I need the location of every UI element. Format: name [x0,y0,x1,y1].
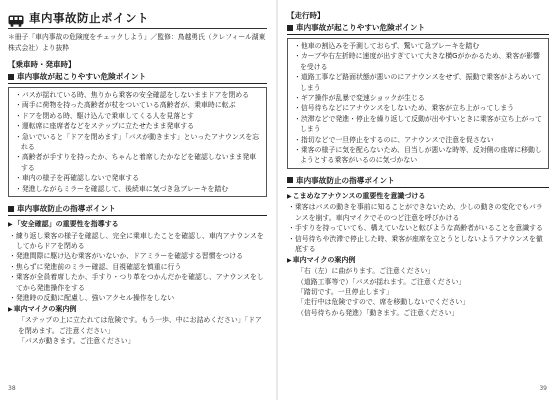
guidance-points-heading [8,203,267,216]
page-gutter [276,0,278,400]
list-item: ・ 乗客が全員着席したか、手すり・つり革をつかんだかを確認し、アナウンスをしてから発進操作をする [8,272,267,293]
announcement-example: 「ステップの上に立たれては危険です。もう一歩、中にお詰めください」「ドアを閉めます。ご注意ください」 [18,316,262,335]
square-bullet-icon [287,25,293,31]
list-item: ・ 運転席に座席者などをステップに立たせたまま発車する [13,121,262,131]
square-bullet-icon [8,74,14,80]
page-number: 38 [8,385,16,392]
list-item: ・ バスが揺れている時、焦りから乗客の安全確認をしないままドアを閉める [13,90,262,100]
list-item: ・ 渋滞などで発進・停止を繰り返して反動が出やすいときに乗客が立ち上がってしまう [292,114,544,135]
danger-points-heading [8,71,267,84]
list-item: ・ カーブや右左折時に速度が出すぎていて大きな横Gがかかるため、乗客が影響を受ける [292,51,544,72]
list-item: ・ 乗客はバスの動きを事前に知ることができないため、少しの動きの変化でもバランスを崩す。車内マイクでそのつど注意を呼びかける [287,202,549,223]
list-item: ・ 他車の割込みを予測しておらず、驚いて急ブレーキを踏む [292,41,544,51]
list-item: ・ 練り返し乗客の様子を確認し、完全に乗車したことを確認し、車内アナウンスをしてからドアを閉める [8,231,267,252]
section-label-driving: 【走行時】 [287,11,325,20]
list-item: ・ 乗客の様子に気を配らないため、目当しが悪いな時等、反対側の座席に移動しようとする乗客がいるのに気づかない [292,145,544,166]
page-number: 39 [539,385,547,392]
left-page [0,0,273,400]
danger-points-list [287,38,549,169]
guidance-point: ▶ こまめなアナウンスの重要性を意識づける [287,191,549,203]
list-item: ・ ドアを閉める時、駆け込んで乗車してくる人を見落とす [13,111,262,121]
square-bullet-icon [8,206,14,212]
list-item: ・ 発進時の反動に配慮し、強いアクセル操作をしない [8,293,267,303]
list-item: ・ 両手に荷物を持った高齢者が杖をついている高齢者が、乗車時に転ぶ [13,100,262,110]
announcement-example: （信号待ちから発進）「動きます。ご注意ください」 [297,308,459,317]
announcement-example: 「バスが動きます。ご注意ください」 [18,336,135,345]
heading-text: 車内事故が起こりやすい危険ポイント [17,72,147,81]
title-text: 車内事故防止ポイント [29,11,149,25]
list-item: ・ 信号待ちなどにアナウンスをしないため、乗客が立ち上がってしまう [292,103,544,113]
right-page [281,0,555,400]
list-item: ・ 発進しながらミラーを確認して、後続車に気づき急ブレーキを踏む [13,184,262,194]
guidance-point: ▶ 「安全確認」の重要性を指導する [8,219,267,231]
announcement-example: 「走行中は危険ですので、席を移動しないでください」 [297,298,470,307]
announcement-examples-label: ▶ 車内マイクの案内例 [8,304,267,316]
list-item: ・ 高齢者が手すりを持ったか、ちゃんと着席したかなどを確認しないまま発車する [13,152,262,173]
page-title [8,10,267,29]
guidance-points-heading [287,175,549,188]
danger-points-list [8,87,267,197]
list-item: ・ 指切などで一旦停止をするのに、アナウンスで注意を促さない [292,135,544,145]
bus-icon [8,12,24,24]
heading-text: 車内事故防止の指導ポイント [296,175,395,185]
heading-text: 車内事故が起こりやすい危険ポイント [296,23,426,32]
list-item: ・ 焦らずに発進前のミラー確認、目視確認を慎重に行う [8,262,267,272]
list-item: ・ 手すりを持っていても、構えていないと転びような高齢者がいることを意識する [287,223,549,233]
section-label-boarding: 【乗車時・発車時】 [8,60,76,69]
square-bullet-icon [287,177,293,183]
list-item: ・ 急いでいると「ドアを閉めます」「バスが動きます」といったアナウンスを忘れる [13,132,262,153]
list-item: ・ 車内の様子を再確認しないで発車する [13,173,262,183]
list-item: ・ 信号待ちや渋滞で停止した時、乗客が座席を立とうとしないようアナウンスを徹底する [287,234,549,255]
heading-text: 車内事故防止の指導ポイント [17,204,116,214]
danger-points-heading [287,22,549,35]
source-note: ＊冊子「車内事故の危険度をチェックしよう」／監修：鳥越勇氏（クレフィール湖東株式会社）より抜粋 [8,33,266,52]
list-item: ・ ギア操作が乱暴で変速ショックが生じる [292,93,544,103]
announcement-example: （道路工事等で）「バスが揺れます。ご注意ください」 [297,277,466,286]
announcement-examples-label: ▶ 車内マイクの案内例 [287,255,549,267]
announcement-example: 「右（左）に曲がります。ご注意ください」 [297,267,435,276]
list-item: ・ 道路工事など路面状態が悪いのにアナウンスをせず、振動で乗客がよろめいてしまう [292,72,544,93]
announcement-example: 「踏切です。一旦停止します」 [297,287,393,296]
list-item: ・ 発進間際に駆け込む乗客がいないか、ドアミラーを確認する習慣をつける [8,251,267,261]
